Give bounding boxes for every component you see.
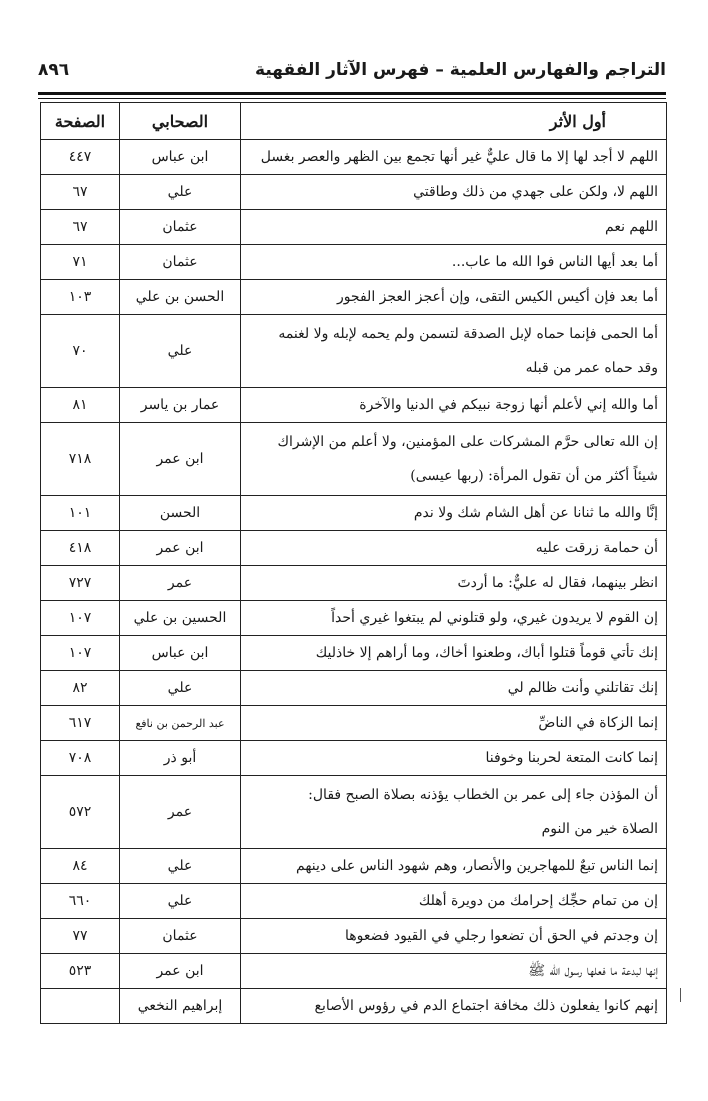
athar-cell	[241, 280, 667, 315]
athar-text: أن المؤذن جاء إلى عمر بن الخطاب يؤذنه بصلاة الصبح فقال:	[308, 787, 658, 803]
table-row	[41, 280, 667, 315]
sahabi-cell: عمر	[120, 566, 241, 601]
table-row	[41, 210, 667, 245]
sahabi-cell: ابن عباس	[120, 140, 241, 175]
athar-text: اللهم لا أجد لها إلا ما قال عليٌّ غير أنها تجمع بين الظهر والعصر بغسل	[260, 149, 658, 165]
table-row	[41, 566, 667, 601]
athar-text: إنك تأتي قوماً قتلوا أباك، وطعنوا أخاك، وما أراهم إلا خاذليك	[315, 645, 658, 661]
margin-mark	[680, 988, 681, 1002]
sahabi-cell: ابن عمر	[120, 531, 241, 566]
page-cell: ٧٠٨	[41, 741, 120, 776]
athar-text: إنَّا والله ما ثنانا عن أهل الشام شك ولا ندم	[413, 505, 658, 521]
athar-cell	[241, 315, 667, 388]
athar-cell	[241, 175, 667, 210]
athar-text: إنهم كانوا يفعلون ذلك مخافة اجتماع الدم في رؤوس الأصابع	[314, 998, 658, 1014]
sahabi-cell: عمار بن ياسر	[120, 388, 241, 423]
athar-text: إن من تمام حجِّك إحرامك من دويرة أهلك	[418, 893, 658, 909]
athar-text: أما بعد فإن أكيس الكيس التقى، وإن أعجز العجز الفجور	[336, 289, 658, 305]
athar-cell	[241, 423, 667, 496]
sahabi-cell: الحسين بن علي	[120, 601, 241, 636]
page-number: ٨٩٦	[38, 60, 70, 80]
sahabi-cell: الحسن	[120, 496, 241, 531]
athar-text: إنك تقاتلني وأنت ظالم لي	[507, 680, 658, 696]
athar-cell	[241, 388, 667, 423]
athar-text: اللهم نعم	[605, 219, 658, 235]
table-row	[41, 175, 667, 210]
athar-text: شيئاً أكثر من أن تقول المرأة: (ربها عيسى)	[410, 468, 658, 484]
page-cell: ٤٤٧	[41, 140, 120, 175]
table-row	[41, 671, 667, 706]
athar-cell	[241, 989, 667, 1024]
sahabi-cell: إبراهيم النخعي	[120, 989, 241, 1024]
sahabi-cell: علي	[120, 884, 241, 919]
sahabi-cell: عثمان	[120, 245, 241, 280]
athar-text: أما بعد أيها الناس فوا الله ما عاب...	[451, 254, 658, 270]
sahabi-cell: ابن عمر	[120, 423, 241, 496]
page-cell: ٦١٧	[41, 706, 120, 741]
table-row	[41, 531, 667, 566]
header-sahabi: الصحابي	[120, 103, 241, 140]
athar-text: إنما الزكاة في الناضِّ	[538, 715, 658, 731]
page-cell: ٧١٨	[41, 423, 120, 496]
page-cell: ١٠٣	[41, 280, 120, 315]
athar-text: إن القوم لا يريدون غيري، ولو قتلوني لم يبتغوا غيري أحداً	[331, 610, 658, 626]
table-row	[41, 496, 667, 531]
athar-cell	[241, 496, 667, 531]
athar-index-table	[40, 102, 667, 1024]
page-cell: ٧١	[41, 245, 120, 280]
athar-cell	[241, 741, 667, 776]
athar-text: أما الحمى فإنما حماه لإبل الصدقة لتسمن ولم يحمه لإبله ولا لغنمه	[278, 326, 658, 342]
table-row	[41, 706, 667, 741]
page-cell: ٧٧	[41, 919, 120, 954]
sahabi-cell: أبو ذر	[120, 741, 241, 776]
running-title: التراجم والفهارس العلمية – فهرس الآثار الفقهية	[255, 60, 666, 80]
athar-cell	[241, 919, 667, 954]
table-row	[41, 884, 667, 919]
table-header-row	[41, 103, 667, 140]
athar-cell	[241, 566, 667, 601]
page-cell: ٨٤	[41, 849, 120, 884]
athar-text: إن الله تعالى حرَّم المشركات على المؤمنين، ولا أعلم من الإشراك	[277, 434, 658, 450]
page-cell: ٨١	[41, 388, 120, 423]
athar-cell	[241, 776, 667, 849]
athar-cell	[241, 706, 667, 741]
table-row	[41, 954, 667, 989]
sahabi-cell: الحسن بن علي	[120, 280, 241, 315]
page-cell: ١٠١	[41, 496, 120, 531]
athar-text: انظر بينهما، فقال له عليٌّ: ما أردتَ	[457, 575, 658, 591]
athar-text: اللهم لا، ولكن على جهدي من ذلك وطاقتي	[413, 184, 658, 200]
page-cell: ٦٧	[41, 210, 120, 245]
table-row	[41, 423, 667, 496]
header-rule-thin	[38, 98, 666, 99]
sahabi-cell: عثمان	[120, 919, 241, 954]
sahabi-cell: علي	[120, 315, 241, 388]
page-cell	[41, 989, 120, 1024]
sahabi-cell: علي	[120, 175, 241, 210]
page-cell: ٧٠	[41, 315, 120, 388]
page-cell: ٥٢٣	[41, 954, 120, 989]
page-cell: ٤١٨	[41, 531, 120, 566]
table-row	[41, 388, 667, 423]
athar-text: أن حمامة زرقت عليه	[535, 540, 658, 556]
table-row	[41, 140, 667, 175]
header-athar: أول الأثر	[241, 103, 667, 140]
table-row	[41, 245, 667, 280]
table-row	[41, 601, 667, 636]
athar-text: وقد حماه عمر من قبله	[525, 360, 658, 376]
athar-cell	[241, 884, 667, 919]
table-row	[41, 776, 667, 849]
table-row	[41, 636, 667, 671]
athar-text: أما والله إني لأعلم أنها زوجة نبيكم في الدنيا والآخرة	[359, 397, 658, 413]
page-cell: ٥٧٢	[41, 776, 120, 849]
athar-cell	[241, 954, 667, 989]
table-row	[41, 741, 667, 776]
sahabi-cell: ابن عباس	[120, 636, 241, 671]
page-cell: ١٠٧	[41, 601, 120, 636]
athar-cell	[241, 140, 667, 175]
table-row	[41, 315, 667, 388]
athar-cell	[241, 601, 667, 636]
header-page: الصفحة	[41, 103, 120, 140]
page-cell: ٧٢٧	[41, 566, 120, 601]
athar-text: إن وجدتم في الحق أن تضعوا رجلي في القيود فضعوها	[345, 928, 658, 944]
page-cell: ٦٦٠	[41, 884, 120, 919]
header-rule-thick	[38, 92, 666, 95]
athar-cell	[241, 636, 667, 671]
athar-text: الصلاة خير من النوم	[541, 821, 658, 837]
athar-cell	[241, 245, 667, 280]
athar-text: إنها لبدعة ما فعلها رسول الله ﷺ	[528, 963, 658, 979]
sahabi-cell: عثمان	[120, 210, 241, 245]
page-cell: ٨٢	[41, 671, 120, 706]
sahabi-cell: عمر	[120, 776, 241, 849]
page-header	[38, 58, 666, 88]
sahabi-cell: علي	[120, 671, 241, 706]
table-row	[41, 849, 667, 884]
sahabi-cell: علي	[120, 849, 241, 884]
table-row	[41, 919, 667, 954]
sahabi-cell: عبد الرحمن بن نافع	[120, 706, 241, 741]
athar-cell	[241, 531, 667, 566]
table-row	[41, 989, 667, 1024]
athar-text: إنما كانت المتعة لحربنا وخوفنا	[485, 750, 658, 766]
athar-cell	[241, 849, 667, 884]
sahabi-cell: ابن عمر	[120, 954, 241, 989]
athar-cell	[241, 671, 667, 706]
athar-cell	[241, 210, 667, 245]
page-cell: ١٠٧	[41, 636, 120, 671]
athar-text: إنما الناس تبعٌ للمهاجرين والأنصار، وهم شهود الناس على دينهم	[296, 858, 658, 874]
page-cell: ٦٧	[41, 175, 120, 210]
